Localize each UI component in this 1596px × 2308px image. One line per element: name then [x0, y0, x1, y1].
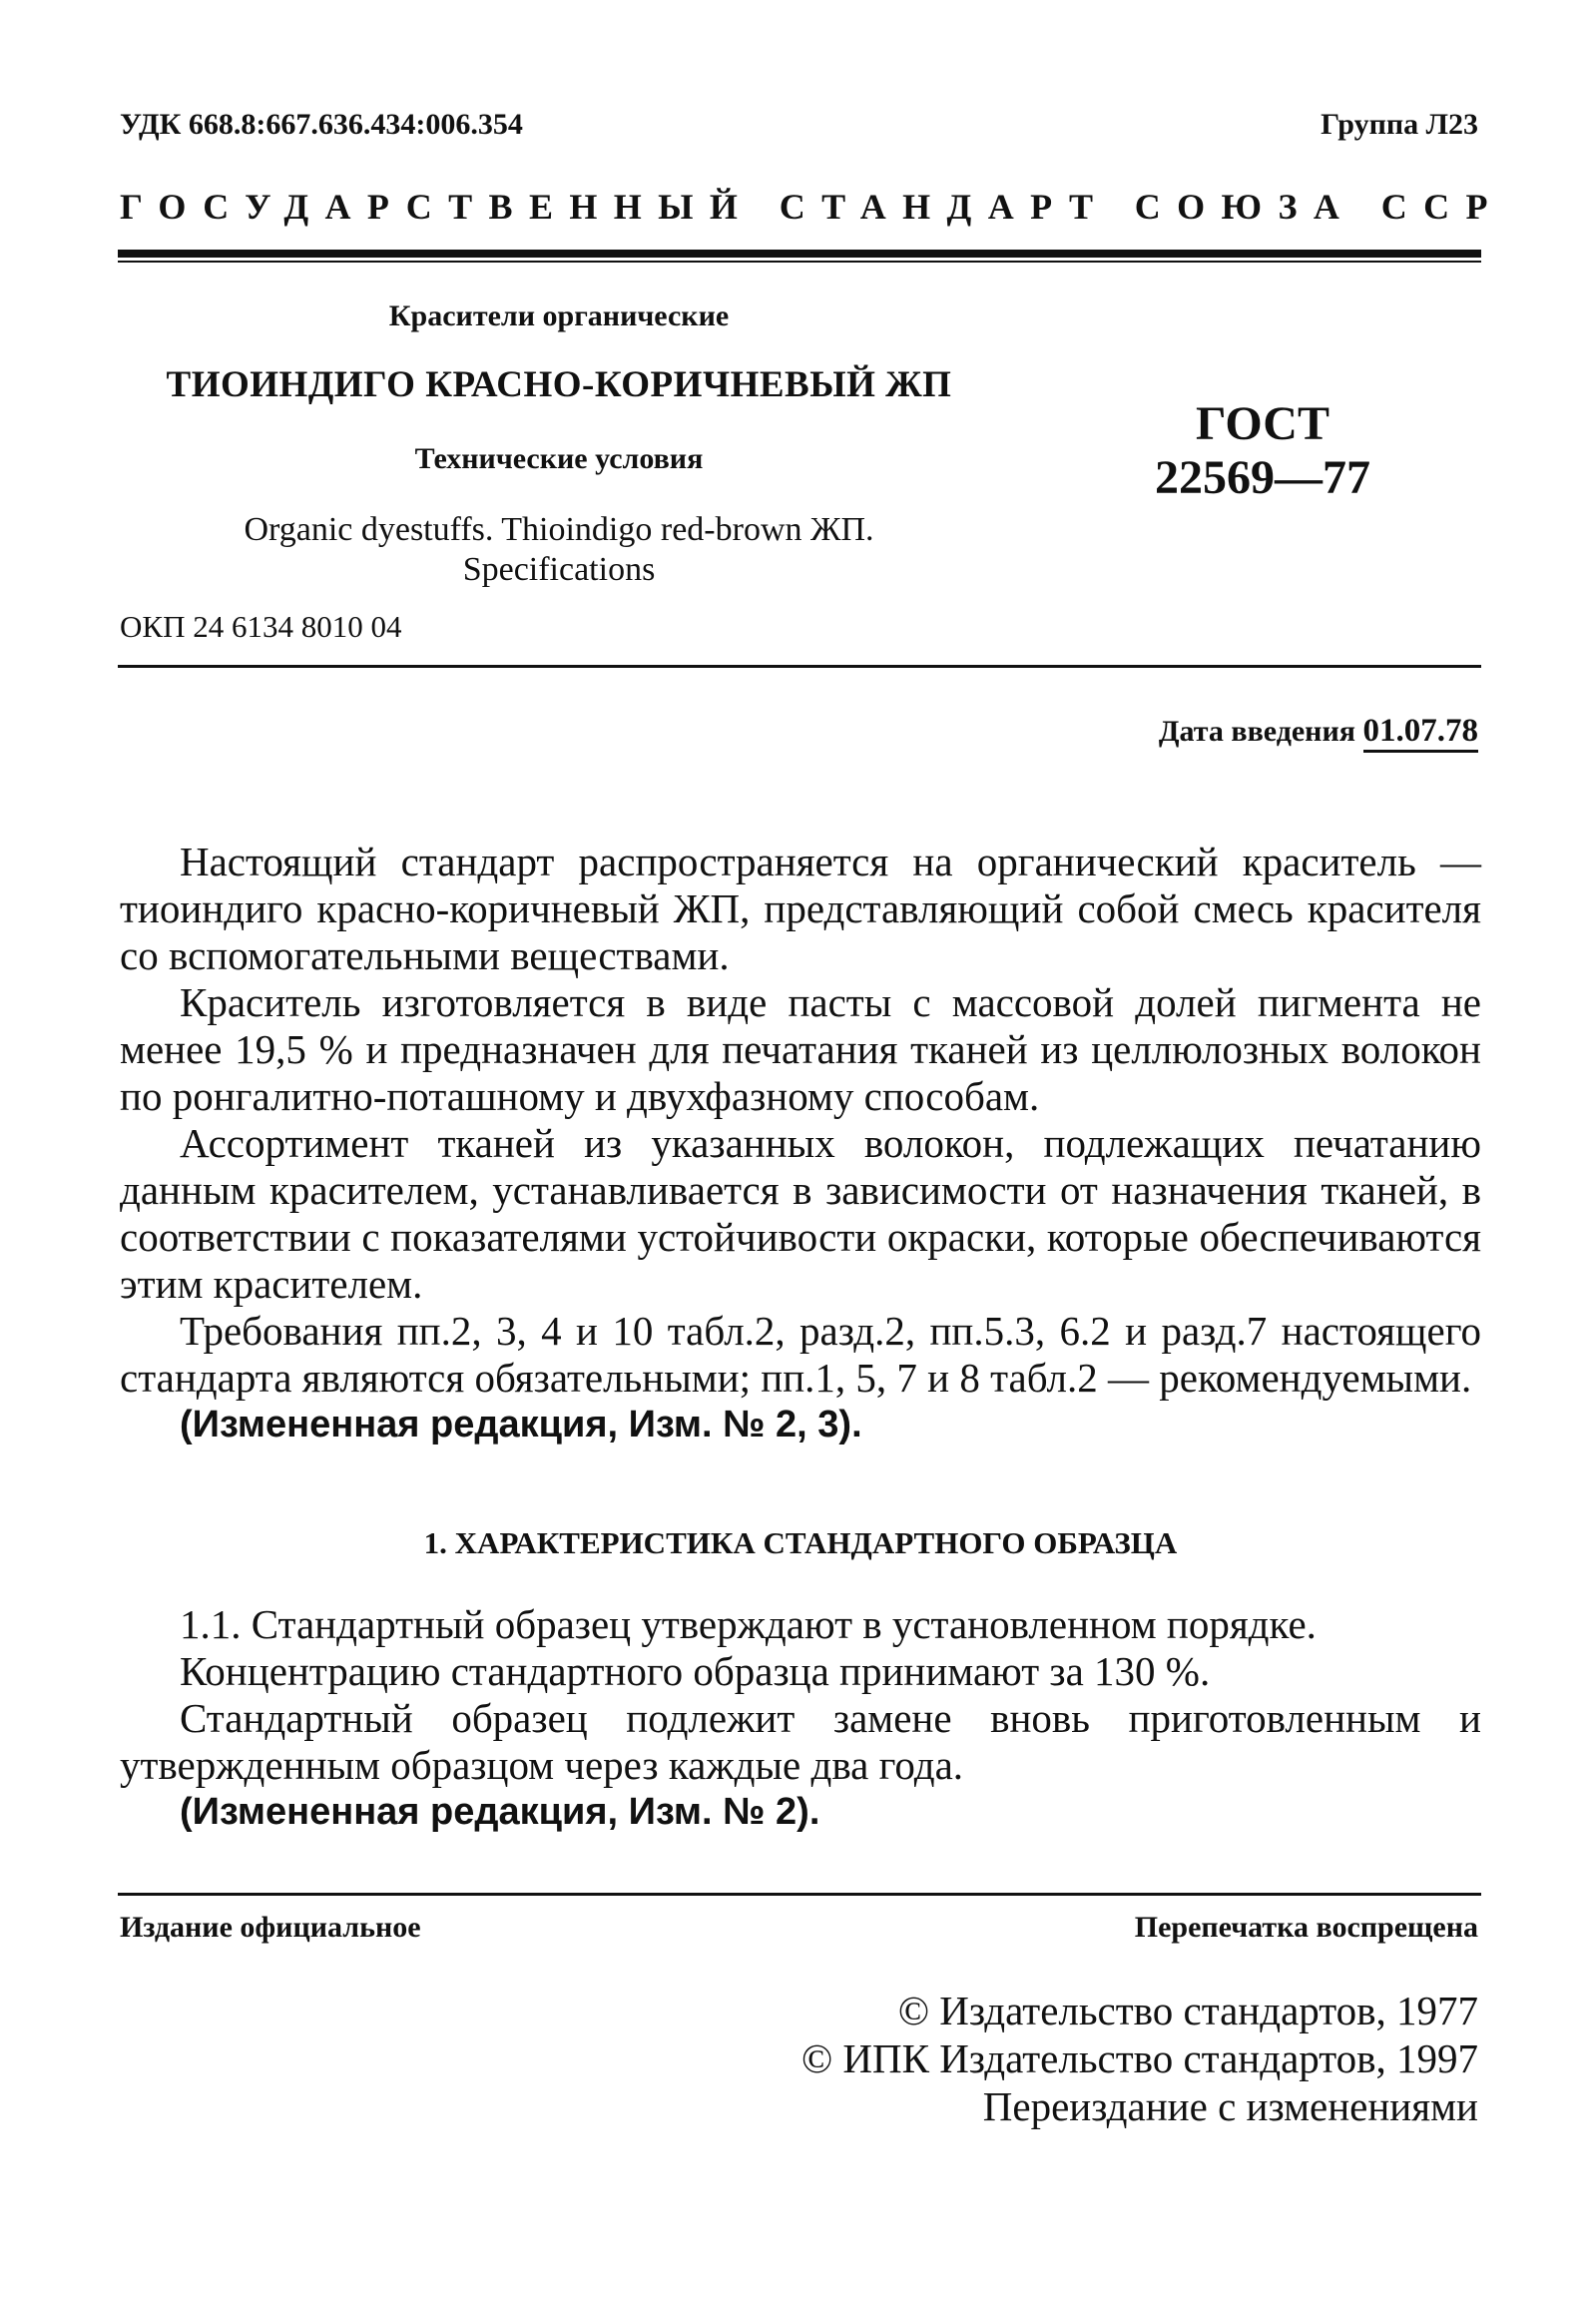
english-title-line2: Specifications	[462, 551, 656, 588]
body-paragraph-3: Ассортимент тканей из указанных волокон, подлежащих печатанию данным красителем, устанавливается в зависимости от назначения тканей, в соответствии с показателями устойчивости окраски, которые обеспечиваются этим красителем.	[120, 1120, 1481, 1307]
reissue-line: Переиздание с изменениями	[982, 2083, 1478, 2129]
amendment-note-1: (Измененная редакция, Изм. № 2, 3).	[180, 1404, 862, 1445]
footer-rule	[118, 1893, 1481, 1896]
gost-number: 22569—77	[1155, 451, 1370, 504]
gost-label: ГОСТ	[1196, 397, 1330, 450]
body-paragraph-1: Настоящий стандарт распространяется на органический краситель — тиоиндиго красно-коричневый ЖП, представляющий собой смесь красителя со вспомогательными веществами.	[120, 839, 1481, 978]
copyright-line-1: © Издательство стандартов, 1977	[897, 1988, 1478, 2033]
body-text	[120, 839, 1481, 1448]
section-1-heading: 1. ХАРАКТЕРИСТИКА СТАНДАРТНОГО ОБРАЗЦА	[423, 1525, 1178, 1560]
body-paragraph-2: Краситель изготовляется в виде пасты с массовой долей пигмента не менее 19,5 % и предназначен для печатания тканей из целлюлозных волокон по ронгалитно-поташному и двухфазному способам.	[120, 979, 1481, 1119]
intro-date	[1159, 713, 1478, 750]
intro-date-label: Дата введения	[1158, 715, 1355, 748]
product-name: ТИОИНДИГО КРАСНО-КОРИЧНЕВЫЙ ЖП	[166, 364, 952, 405]
section-1-paragraph-2: Концентрацию стандартного образца принимают за 130 %.	[180, 1648, 1211, 1694]
section-1-text	[120, 1601, 1481, 1836]
group-code: Группа Л23	[1321, 108, 1478, 141]
official-edition-label: Издание официальное	[120, 1911, 421, 1944]
state-standard-title: ГОСУДАРСТВЕННЫЙ СТАНДАРТ СОЮЗА ССР	[120, 187, 1504, 227]
section-1-paragraph-3: Стандартный образец подлежит замене вновь приготовленным и утвержденным образцом через каждые два года.	[120, 1695, 1481, 1788]
title-rule	[118, 665, 1481, 668]
header-rule-thick	[118, 250, 1481, 258]
title-block	[120, 299, 998, 590]
body-paragraph-4: Требования пп.2, 3, 4 и 10 табл.2, разд.2, пп.5.3, 6.2 и разд.7 настоящего стандарта являются обязательными; пп.1, 5, 7 и 8 табл.2 — рекомендуемыми.	[120, 1308, 1481, 1401]
copyright-line-2: © ИПК Издательство стандартов, 1997	[800, 2035, 1478, 2081]
reprint-prohibited-label: Перепечатка воспрещена	[1134, 1911, 1478, 1944]
intro-date-value: 01.07.78	[1363, 713, 1479, 753]
udk-code: УДК 668.8:667.636.434:006.354	[120, 108, 523, 141]
amendment-note-2: (Измененная редакция, Изм. № 2).	[180, 1791, 820, 1833]
copyright-block	[801, 1987, 1478, 2130]
header-rule-thin	[118, 261, 1481, 263]
tech-conditions-label: Технические условия	[414, 442, 704, 475]
okp-code: ОКП 24 6134 8010 04	[120, 609, 402, 644]
dyes-label: Красители органические	[388, 299, 730, 332]
english-title	[120, 510, 998, 590]
english-title-line1: Organic dyestuffs. Thioindigo red-brown ЖП.	[244, 511, 874, 548]
section-1-paragraph-1: 1.1. Стандартный образец утверждают в установленном порядке.	[180, 1601, 1317, 1647]
gost-designation	[1098, 397, 1427, 505]
